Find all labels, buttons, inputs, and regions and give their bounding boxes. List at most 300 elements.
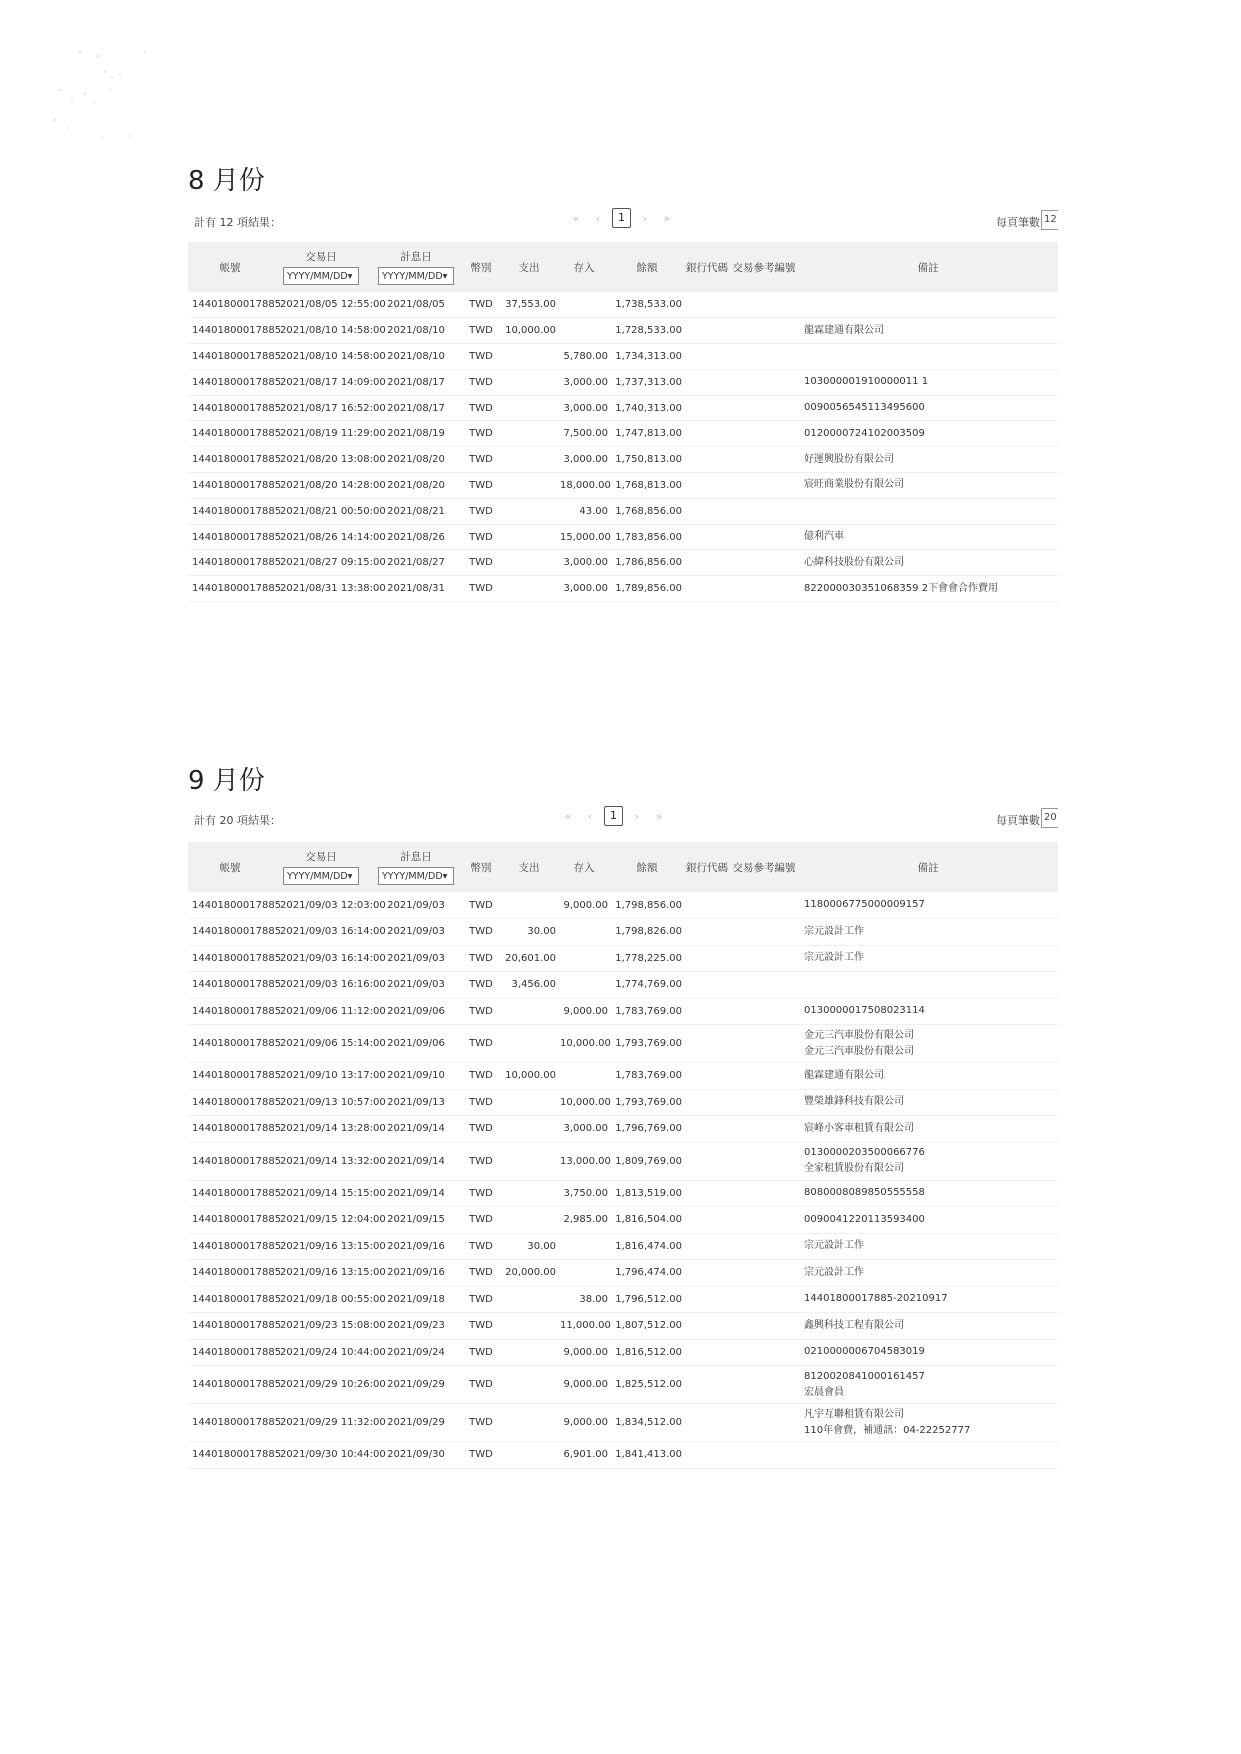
tx-date-cell: 2021/09/06 15:14:00 — [280, 1038, 386, 1049]
bank-code-cell — [684, 421, 730, 447]
bank-code-cell — [684, 498, 730, 524]
tx-date-cell: 2021/08/10 14:58:00 — [280, 350, 386, 362]
tx-date-cell: 2021/08/19 11:29:00 — [280, 428, 386, 440]
post-date-cell: 2021/08/17 — [387, 376, 445, 388]
tx-date-cell: 2021/09/16 13:15:00 — [280, 1267, 386, 1279]
balance-cell: 1,774,769.00 — [615, 979, 682, 991]
bank-code-cell — [684, 473, 730, 499]
result-count: 計有 20 項結果： — [194, 814, 281, 827]
per-page-label: 每頁筆數 — [996, 814, 1040, 827]
prev-page-icon[interactable]: ‹ — [595, 211, 601, 225]
deposit-cell: 43.00 — [579, 505, 608, 517]
bank-code-cell — [684, 1260, 730, 1287]
post-date-cell: 2021/09/03 — [387, 979, 445, 991]
ref-cell — [730, 945, 798, 972]
account-cell: 14401800017885 — [192, 1293, 282, 1305]
col-note: 備註 — [917, 261, 939, 274]
note-cell — [798, 1339, 1058, 1366]
deposit-cell: 10,000.00 — [560, 1096, 611, 1108]
ref-cell — [730, 892, 798, 919]
post-date-cell: 2021/09/24 — [387, 1346, 445, 1358]
note-line-1: 豐榮雄鋒科技有限公司 — [804, 1096, 904, 1108]
ref-cell — [730, 318, 798, 344]
currency-cell: TWD — [469, 583, 493, 595]
note-line-1: 宗元設計工作 — [804, 952, 864, 964]
col-deposit: 存入 — [573, 261, 595, 274]
account-cell: 14401800017885 — [192, 376, 282, 388]
prev-page-icon[interactable]: ‹ — [587, 809, 593, 823]
table-row — [188, 1366, 1058, 1404]
first-page-icon[interactable]: « — [572, 211, 580, 225]
ref-cell — [730, 1339, 798, 1366]
tx-date-cell: 2021/09/23 15:08:00 — [280, 1320, 386, 1332]
withdraw-cell — [500, 998, 558, 1025]
note-line-1: 103000001910000011 1 — [804, 376, 929, 388]
balance-cell: 1,778,225.00 — [615, 952, 682, 964]
col-balance: 餘額 — [636, 861, 658, 874]
ref-cell — [730, 524, 798, 550]
ref-cell — [730, 1116, 798, 1143]
account-cell: 14401800017885 — [192, 531, 282, 543]
account-cell: 14401800017885 — [192, 557, 282, 569]
col-tx-date — [272, 242, 370, 292]
col-withdraw: 支出 — [518, 861, 540, 874]
withdraw-cell — [500, 550, 558, 576]
tx-date-cell: 2021/09/03 16:14:00 — [280, 926, 386, 938]
post-date-cell: 2021/09/03 — [387, 926, 445, 938]
account-cell: 14401800017885 — [192, 299, 282, 311]
ref-cell — [730, 1207, 798, 1234]
deposit-cell: 9,000.00 — [563, 1346, 608, 1358]
withdraw-cell: 10,000.00 — [505, 1070, 556, 1082]
note-line-1: 0090056545113495600 — [804, 402, 925, 414]
table-row — [188, 344, 1058, 370]
table-row — [188, 292, 1058, 318]
tx-date-filter[interactable]: YYYY/MM/DD▾ — [283, 867, 359, 885]
post-date-cell: 2021/09/23 — [387, 1320, 445, 1332]
balance-cell: 1,816,512.00 — [615, 1346, 682, 1358]
ref-cell — [730, 550, 798, 576]
table-row — [188, 945, 1058, 972]
post-date-cell: 2021/09/14 — [387, 1123, 445, 1135]
balance-cell: 1,768,813.00 — [615, 479, 682, 491]
table-row — [188, 1142, 1058, 1180]
ref-cell — [730, 447, 798, 473]
currency-cell: TWD — [469, 926, 493, 938]
per-page-select[interactable]: 12 — [1041, 210, 1058, 230]
note-line-1: 龍霖建通有限公司 — [804, 324, 884, 336]
bank-code-cell — [684, 1313, 730, 1340]
note-cell — [798, 1063, 1058, 1090]
currency-cell: TWD — [469, 1214, 493, 1226]
note-cell — [798, 1116, 1058, 1143]
table-row — [188, 1339, 1058, 1366]
withdraw-cell — [500, 1089, 558, 1116]
balance-cell: 1,796,512.00 — [615, 1293, 682, 1305]
deposit-cell: 3,000.00 — [563, 376, 608, 388]
bank-code-cell — [684, 998, 730, 1025]
note-line-1: 宗元設計工作 — [804, 1240, 864, 1252]
currency-cell: TWD — [469, 1346, 493, 1358]
ref-cell — [730, 1025, 798, 1063]
bank-code-cell — [684, 1366, 730, 1404]
last-page-icon[interactable]: » — [655, 809, 663, 823]
currency-cell: TWD — [469, 325, 493, 337]
post-date-cell: 2021/09/16 — [387, 1240, 445, 1252]
col-ref: 交易參考編號 — [732, 261, 796, 274]
deposit-cell: 3,000.00 — [563, 402, 608, 414]
col-balance: 餘額 — [636, 261, 658, 274]
withdraw-cell: 30.00 — [527, 1240, 556, 1252]
bank-code-cell — [684, 395, 730, 421]
scan-noise — [50, 50, 160, 150]
bank-code-cell — [684, 344, 730, 370]
currency-cell: TWD — [469, 1187, 493, 1199]
balance-cell: 1,793,769.00 — [615, 1096, 682, 1108]
ref-cell — [730, 1180, 798, 1207]
balance-cell: 1,796,769.00 — [615, 1123, 682, 1135]
note-cell — [798, 1089, 1058, 1116]
bank-code-cell — [684, 576, 730, 602]
table-row — [188, 892, 1058, 919]
col-account: 帳號 — [219, 261, 241, 274]
ref-cell — [730, 576, 798, 602]
ref-cell — [730, 1404, 798, 1442]
month-title: 8 月份 — [188, 166, 265, 196]
balance-cell: 1,728,533.00 — [615, 325, 682, 337]
note-line-1: 好運興股份有限公司 — [804, 453, 894, 465]
currency-cell: TWD — [469, 952, 493, 964]
tx-date-cell: 2021/09/06 11:12:00 — [280, 1005, 386, 1017]
table-row — [188, 1063, 1058, 1090]
withdraw-cell: 20,601.00 — [505, 952, 556, 964]
deposit-cell: 9,000.00 — [563, 1379, 608, 1390]
post-date-filter[interactable]: YYYY/MM/DD▾ — [378, 267, 454, 285]
currency-cell: TWD — [469, 376, 493, 388]
account-cell: 14401800017885 — [192, 1267, 282, 1279]
withdraw-cell — [500, 1025, 558, 1063]
first-page-icon[interactable]: « — [564, 809, 572, 823]
bank-code-cell — [684, 1339, 730, 1366]
balance-cell: 1,737,313.00 — [615, 376, 682, 388]
next-page-icon[interactable]: › — [642, 211, 648, 225]
deposit-cell: 15,000.00 — [560, 531, 611, 543]
note-cell — [798, 421, 1058, 447]
balance-cell: 1,841,413.00 — [615, 1449, 682, 1461]
col-post-date — [370, 242, 462, 292]
col-bank-code: 銀行代碼 — [686, 261, 728, 274]
note-line-2: 110年會費，補通訊：04-22252777 — [804, 1424, 971, 1436]
deposit-cell: 10,000.00 — [560, 1038, 611, 1049]
table-row — [188, 498, 1058, 524]
withdraw-cell — [500, 1339, 558, 1366]
note-line-2: 全家租賃股份有限公司 — [804, 1163, 904, 1174]
currency-cell: TWD — [469, 428, 493, 440]
result-count: 計有 12 項結果： — [194, 216, 281, 229]
account-cell: 14401800017885 — [192, 454, 282, 466]
currency-cell: TWD — [469, 899, 493, 911]
month-title: 9 月份 — [188, 766, 265, 796]
post-date-cell: 2021/08/27 — [387, 557, 445, 569]
col-account: 帳號 — [219, 861, 241, 874]
post-date-cell: 2021/08/20 — [387, 479, 445, 491]
balance-cell: 1,796,474.00 — [615, 1267, 682, 1279]
ref-cell — [730, 1313, 798, 1340]
note-line-1: 宗元設計工作 — [804, 1266, 864, 1278]
balance-cell: 1,816,504.00 — [615, 1214, 682, 1226]
balance-cell: 1,768,856.00 — [615, 505, 682, 517]
col-post-date — [370, 842, 462, 892]
note-line-1: 龍霖建通有限公司 — [804, 1069, 884, 1081]
account-cell: 14401800017885 — [192, 979, 282, 991]
bank-code-cell — [684, 1233, 730, 1260]
table-row — [188, 1089, 1058, 1116]
bank-code-cell — [684, 972, 730, 999]
balance-cell: 1,740,313.00 — [615, 402, 682, 414]
withdraw-cell — [500, 1180, 558, 1207]
withdraw-cell — [500, 892, 558, 919]
note-line-1: 8120020841000161457 — [804, 1370, 925, 1382]
account-cell: 14401800017885 — [192, 1187, 282, 1199]
account-cell: 14401800017885 — [192, 1346, 282, 1358]
per-page-select[interactable]: 20 — [1041, 808, 1058, 828]
note-line-1: 宸旺商業股份有限公司 — [804, 479, 904, 491]
account-cell: 14401800017885 — [192, 1123, 282, 1135]
ref-cell — [730, 1063, 798, 1090]
note-cell — [798, 1207, 1058, 1234]
withdraw-cell — [500, 1313, 558, 1340]
note-line-1: 0130000017508023114 — [804, 1005, 925, 1017]
balance-cell: 1,789,856.00 — [615, 583, 682, 595]
balance-cell: 1,734,313.00 — [615, 350, 682, 362]
post-date-cell: 2021/09/03 — [387, 952, 445, 964]
currency-cell: TWD — [469, 1123, 493, 1135]
result-bar — [188, 208, 1058, 236]
note-cell — [798, 292, 1058, 318]
balance-cell: 1,783,856.00 — [615, 531, 682, 543]
deposit-cell — [558, 1260, 610, 1287]
tx-date-cell: 2021/08/21 00:50:00 — [280, 505, 386, 517]
tx-date-cell: 2021/08/27 09:15:00 — [280, 557, 386, 569]
bank-code-cell — [684, 919, 730, 946]
withdraw-cell — [500, 395, 558, 421]
current-page-button[interactable]: 1 — [604, 806, 623, 826]
result-bar — [188, 806, 1058, 834]
bank-code-cell — [684, 1180, 730, 1207]
col-withdraw: 支出 — [518, 261, 540, 274]
post-date-cell: 2021/09/10 — [387, 1070, 445, 1082]
deposit-cell: 2,985.00 — [563, 1214, 608, 1226]
pagination — [568, 208, 675, 228]
account-cell: 14401800017885 — [192, 350, 282, 362]
post-date-cell: 2021/09/16 — [387, 1267, 445, 1279]
table-row — [188, 395, 1058, 421]
balance-cell: 1,786,856.00 — [615, 557, 682, 569]
note-cell — [798, 972, 1058, 999]
ref-cell — [730, 1442, 798, 1469]
tx-date-cell: 2021/09/03 16:16:00 — [280, 979, 386, 991]
tx-date-cell: 2021/09/29 10:26:00 — [280, 1379, 386, 1390]
table-row — [188, 1180, 1058, 1207]
deposit-cell: 3,750.00 — [563, 1187, 608, 1199]
account-cell: 14401800017885 — [192, 1155, 282, 1167]
table-row — [188, 1116, 1058, 1143]
deposit-cell: 9,000.00 — [563, 899, 608, 911]
post-date-cell: 2021/09/14 — [387, 1187, 445, 1199]
tx-date-cell: 2021/09/13 10:57:00 — [280, 1096, 386, 1108]
account-cell: 14401800017885 — [192, 1038, 282, 1049]
post-date-cell: 2021/09/30 — [387, 1449, 445, 1461]
account-cell: 14401800017885 — [192, 952, 282, 964]
deposit-cell — [558, 1063, 610, 1090]
deposit-cell: 6,901.00 — [563, 1449, 608, 1461]
note-line-1: 822000030351068359 2下會會合作費用 — [804, 582, 999, 594]
note-cell — [798, 318, 1058, 344]
currency-cell: TWD — [469, 1293, 493, 1305]
account-cell: 14401800017885 — [192, 1417, 282, 1428]
note-line-2: 金元三汽車股份有限公司 — [804, 1045, 914, 1057]
bank-code-cell — [684, 1025, 730, 1063]
withdraw-cell — [500, 447, 558, 473]
withdraw-cell — [500, 421, 558, 447]
table-row — [188, 447, 1058, 473]
currency-cell: TWD — [469, 1240, 493, 1252]
tx-date-cell: 2021/08/17 14:09:00 — [280, 376, 386, 388]
withdraw-cell: 37,553.00 — [505, 299, 556, 311]
deposit-cell — [558, 292, 610, 318]
withdraw-cell — [500, 1404, 558, 1442]
ref-cell — [730, 998, 798, 1025]
deposit-cell — [558, 318, 610, 344]
note-line-1: 1180006775000009157 — [804, 899, 925, 910]
balance-cell: 1,798,826.00 — [615, 926, 682, 938]
withdraw-cell — [500, 498, 558, 524]
table-row — [188, 1404, 1058, 1442]
post-date-cell: 2021/09/14 — [387, 1155, 445, 1167]
tx-date-cell: 2021/08/10 14:58:00 — [280, 325, 386, 337]
post-date-cell: 2021/08/10 — [387, 325, 445, 337]
table-header-row — [188, 842, 1058, 892]
per-page-label: 每頁筆數 — [996, 216, 1040, 229]
post-date-cell: 2021/08/26 — [387, 531, 445, 543]
post-date-cell: 2021/08/31 — [387, 583, 445, 595]
col-currency: 幣別 — [470, 861, 492, 874]
account-cell: 14401800017885 — [192, 1070, 282, 1082]
deposit-cell: 3,000.00 — [563, 557, 608, 569]
table-row — [188, 1442, 1058, 1469]
withdraw-cell — [500, 1116, 558, 1143]
account-cell: 14401800017885 — [192, 899, 282, 911]
post-date-cell: 2021/09/13 — [387, 1096, 445, 1108]
bank-code-cell — [684, 1286, 730, 1313]
withdraw-cell: 3,456.00 — [511, 979, 556, 991]
deposit-cell — [558, 972, 610, 999]
post-date-filter[interactable]: YYYY/MM/DD▾ — [378, 867, 454, 885]
post-date-cell: 2021/08/20 — [387, 454, 445, 466]
pagination — [560, 806, 667, 826]
tx-date-cell: 2021/09/14 15:15:00 — [280, 1187, 386, 1199]
currency-cell: TWD — [469, 1155, 493, 1167]
post-date-cell: 2021/09/15 — [387, 1214, 445, 1226]
currency-cell: TWD — [469, 505, 493, 517]
account-cell: 14401800017885 — [192, 1005, 282, 1017]
note-cell — [798, 498, 1058, 524]
bank-code-cell — [684, 1442, 730, 1469]
bank-code-cell — [684, 1207, 730, 1234]
table-body — [188, 892, 1058, 1468]
balance-cell: 1,807,512.00 — [615, 1320, 682, 1332]
account-cell: 14401800017885 — [192, 1240, 282, 1252]
col-tx-date-label: 交易日 — [305, 251, 337, 263]
note-line-1: 鑫興科技工程有限公司 — [804, 1319, 904, 1331]
tx-date-cell: 2021/09/15 12:04:00 — [280, 1214, 386, 1226]
currency-cell: TWD — [469, 479, 493, 491]
tx-date-cell: 2021/08/20 13:08:00 — [280, 454, 386, 466]
col-ref: 交易參考編號 — [732, 861, 796, 874]
balance-cell: 1,816,474.00 — [615, 1240, 682, 1252]
bank-code-cell — [684, 1404, 730, 1442]
bank-code-cell — [684, 550, 730, 576]
bank-code-cell — [684, 1089, 730, 1116]
tx-date-filter[interactable]: YYYY/MM/DD▾ — [283, 267, 359, 285]
tx-date-cell: 2021/08/20 14:28:00 — [280, 479, 386, 491]
withdraw-cell — [500, 1142, 558, 1180]
balance-cell: 1,747,813.00 — [615, 428, 682, 440]
note-cell — [798, 945, 1058, 972]
deposit-cell — [558, 1233, 610, 1260]
deposit-cell: 3,000.00 — [563, 1123, 608, 1135]
note-cell — [798, 576, 1058, 602]
table-row — [188, 1207, 1058, 1234]
next-page-icon[interactable]: › — [634, 809, 640, 823]
note-cell — [798, 447, 1058, 473]
account-cell: 14401800017885 — [192, 325, 282, 337]
account-cell: 14401800017885 — [192, 1096, 282, 1108]
ref-cell — [730, 919, 798, 946]
currency-cell: TWD — [469, 402, 493, 414]
bank-code-cell — [684, 1116, 730, 1143]
note-line-1: 億利汽車 — [804, 531, 844, 543]
table-header-row — [188, 242, 1058, 292]
transactions-table — [188, 242, 1058, 602]
note-cell — [798, 1180, 1058, 1207]
table-row — [188, 1233, 1058, 1260]
currency-cell: TWD — [469, 1320, 493, 1332]
note-line-1: 8080008089850555558 — [804, 1187, 925, 1199]
col-bank-code: 銀行代碼 — [686, 861, 728, 874]
deposit-cell: 18,000.00 — [560, 479, 611, 491]
ref-cell — [730, 421, 798, 447]
currency-cell: TWD — [469, 1096, 493, 1108]
post-date-cell: 2021/08/19 — [387, 428, 445, 440]
table-row — [188, 524, 1058, 550]
ref-cell — [730, 344, 798, 370]
last-page-icon[interactable]: » — [663, 211, 671, 225]
transactions-table — [188, 842, 1058, 1469]
note-cell — [798, 1404, 1058, 1442]
tx-date-cell: 2021/08/17 16:52:00 — [280, 402, 386, 414]
currency-cell: TWD — [469, 350, 493, 362]
current-page-button[interactable]: 1 — [612, 208, 631, 228]
post-date-cell: 2021/09/29 — [387, 1417, 445, 1428]
col-tx-date — [272, 842, 370, 892]
post-date-cell: 2021/09/03 — [387, 899, 445, 911]
note-cell — [798, 1286, 1058, 1313]
table-row — [188, 421, 1058, 447]
bank-code-cell — [684, 945, 730, 972]
note-line-1: 0120000724102003509 — [804, 427, 925, 439]
tx-date-cell: 2021/08/05 12:55:00 — [280, 299, 386, 311]
